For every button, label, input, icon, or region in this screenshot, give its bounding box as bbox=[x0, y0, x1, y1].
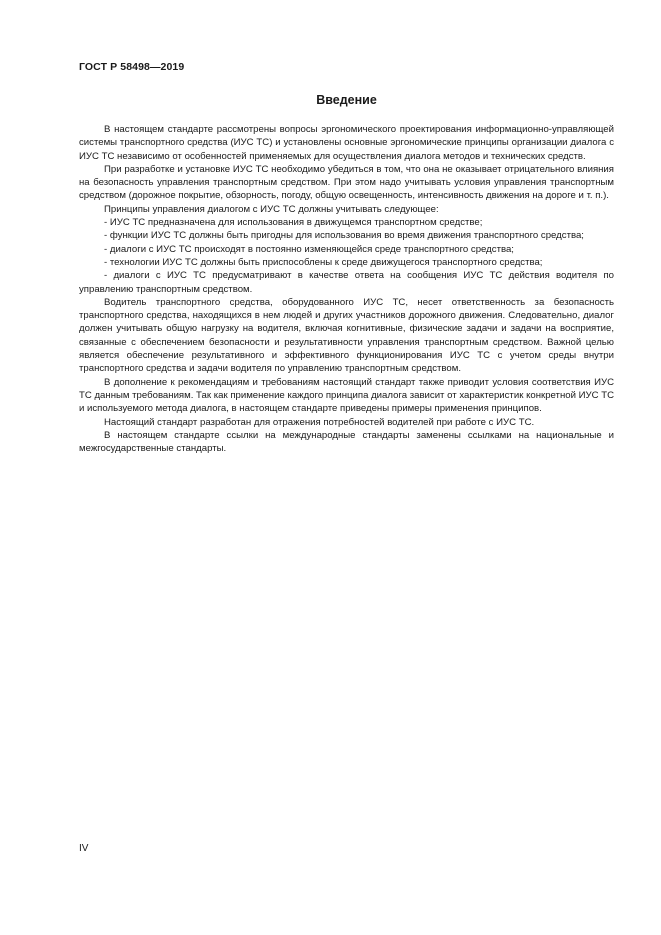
standard-code-header: ГОСТ Р 58498—2019 bbox=[79, 61, 185, 73]
introduction-body bbox=[79, 123, 614, 455]
paragraph: Водитель транспортного средства, оборудованного ИУС ТС, несет ответственность за безопасность транспортного средства, находящихся в нем людей и других участников дорожного движения. Следовательно, диалог должен учитывать общую нагрузку на водителя, включая когнитивные, физические задачи и задачи на восприятие, связанные с обеспечением безопасности и результативности управления транспортным средством. Важной целью является обеспечение результативного и эффективного функционирования ИУС ТС с учетом среды внутри транспортного средства и задачи водителя по управлению транспортным средством. bbox=[79, 296, 614, 375]
paragraph: В настоящем стандарте рассмотрены вопросы эргономического проектирования информационно-управляющей системы транспортного средства (ИУС ТС) и установлены основные эргономические принципы организации диалога с ИУС ТС независимо от особенностей применяемых для осуществления диалога методов и технических средств. bbox=[79, 124, 614, 162]
list-item: - технологии ИУС ТС должны быть приспособлены к среде движущегося транспортного средства; bbox=[104, 256, 543, 268]
paragraph: При разработке и установке ИУС ТС необходимо убедиться в том, что она не оказывает отрицательного влияния на безопасность управления транспортным средством. При этом надо учитывать условия управления транспортным средством (дорожное покрытие, обзорность, погоду, общую освещенность, интенсивность движения на дороге и т. п.). bbox=[79, 163, 614, 202]
section-title: Введение bbox=[316, 93, 377, 107]
list-item: - диалоги с ИУС ТС предусматривают в качестве ответа на сообщения ИУС ТС действия водителя по управлению транспортным средством. bbox=[79, 270, 614, 295]
paragraph: В дополнение к рекомендациям и требованиям настоящий стандарт также приводит условия соответствия ИУС ТС данным требованиям. Так как применение каждого принципа диалога зависит от характеристик конкретной ИУС ТС и используемого метода диалога, в настоящем стандарте приведены примеры применения принципов. bbox=[79, 376, 614, 415]
page-number: IV bbox=[79, 843, 89, 854]
paragraph: Принципы управления диалогом с ИУС ТС должны учитывать следующее: bbox=[104, 203, 439, 215]
list-item: - диалоги с ИУС ТС происходят в постоянно изменяющейся среде транспортного средства; bbox=[104, 243, 514, 255]
list-item: - функции ИУС ТС должны быть пригодны для использования во время движения транспортного средства; bbox=[104, 230, 584, 242]
paragraph: В настоящем стандарте ссылки на международные стандарты заменены ссылками на национальные и межгосударственные стандарты. bbox=[79, 429, 614, 455]
list-item: - ИУС ТС предназначена для использования в движущемся транспортном средстве; bbox=[104, 217, 483, 229]
paragraph: Настоящий стандарт разработан для отражения потребностей водителей при работе с ИУС ТС. bbox=[104, 416, 535, 428]
